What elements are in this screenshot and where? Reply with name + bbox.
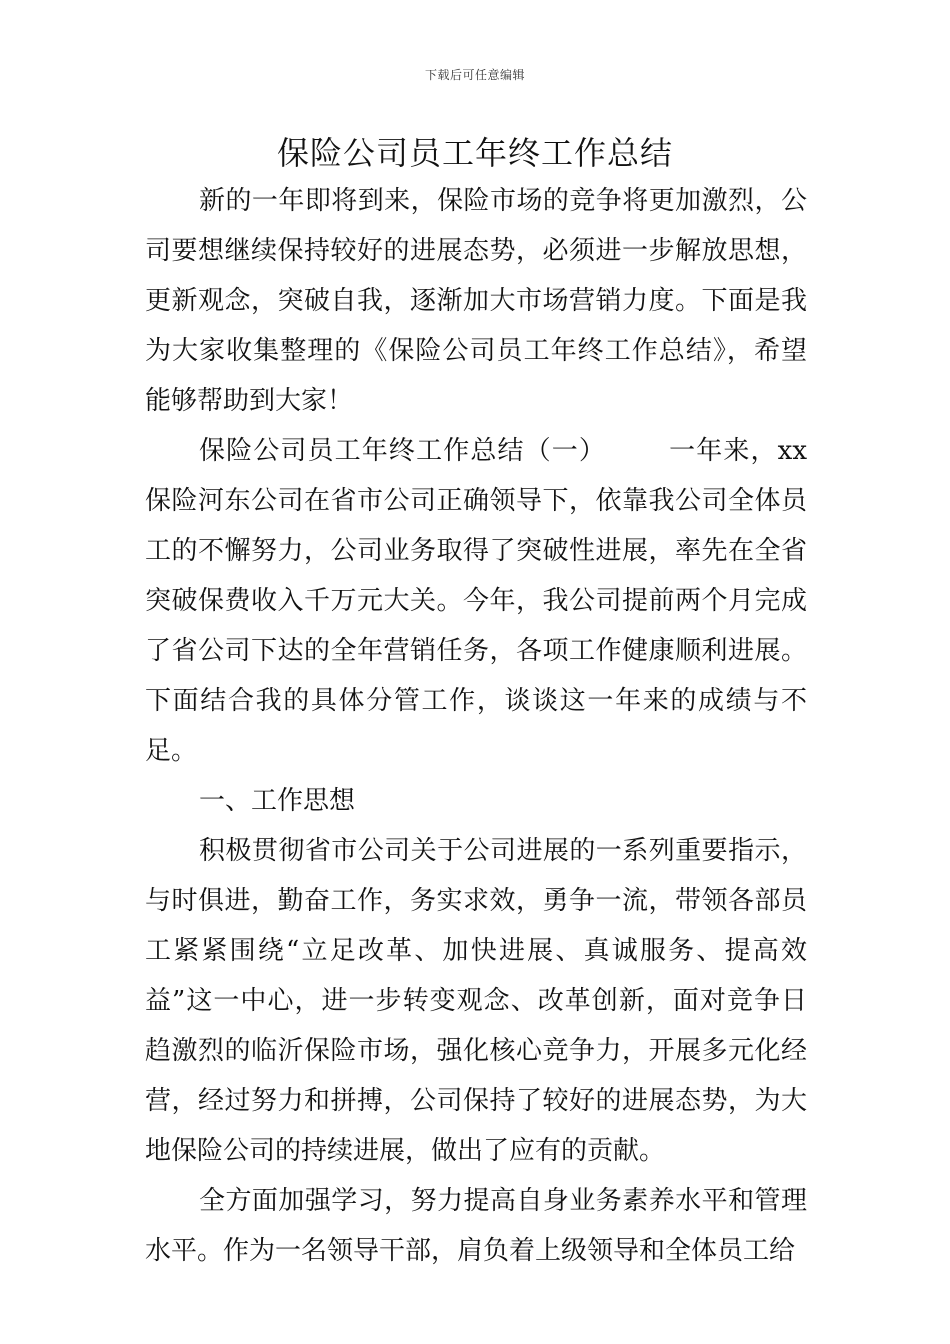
intro-paragraph: 新的一年即将到来，保险市场的竞争将更加激烈，公司要想继续保持较好的进展态势，必须进一步解放思想，更新观念，突破自我，逐渐加大市场营销力度。下面是我为大家收集整理的《保险公司员工年终工作总结》，希望能够帮助到大家！	[145, 186, 807, 416]
section-one-heading: 保险公司员工年终工作总结（一）	[199, 436, 606, 466]
work-thought-paragraph: 积极贯彻省市公司关于公司进展的一系列重要指示，与时俱进，勤奋工作，务实求效，勇争一流，带领各部员工紧紧围绕“立足改革、加快进展、真诚服务、提高效益”这一中心，进一步转变观念、改革创新，面对竞争日趋激烈的临沂保险市场，强化核心竞争力，开展多元化经营，经过努力和拼搏，公司保持了较好的进展态势，为大地保险公司的持续进展，做出了应有的贡献。	[145, 836, 807, 1166]
header-note: 下载后可任意编辑	[424, 68, 525, 82]
document-body	[145, 176, 807, 1276]
subheading-work-thought: 一、工作思想	[199, 786, 356, 816]
study-paragraph: 全方面加强学习，努力提高自身业务素养水平和管理水平。作为一名领导干部，肩负着上级领导和全体员工给	[145, 1186, 807, 1266]
page-title: 保险公司员工年终工作总结	[276, 134, 673, 172]
section-one-text: 一年来，xx保险河东公司在省市公司正确领导下，依靠我公司全体员工的不懈努力，公司业务取得了突破性进展，率先在全省突破保费收入千万元大关。今年，我公司提前两个月完成了省公司下达的全年营销任务，各项工作健康顺利进展。下面结合我的具体分管工作，谈谈这一年来的成绩与不足。	[145, 436, 807, 766]
section-one-paragraph	[145, 426, 807, 776]
